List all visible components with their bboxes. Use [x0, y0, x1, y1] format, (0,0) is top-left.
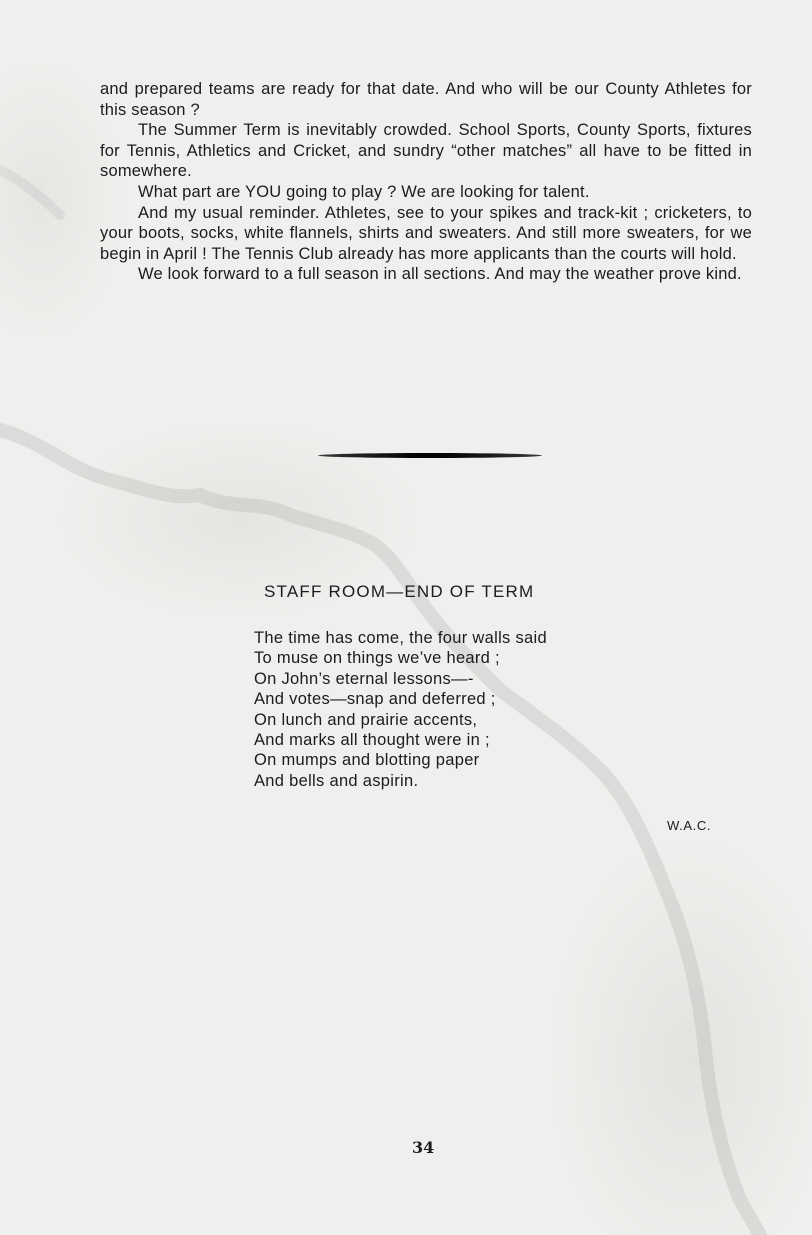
page-number: 34 [412, 1138, 435, 1157]
poem-title: STAFF ROOM—END OF TERM [264, 582, 535, 601]
poem-line: And votes—snap and deferred ; [254, 690, 496, 709]
poem-line: And bells and aspirin. [254, 771, 419, 790]
article-body [100, 79, 752, 285]
section-divider [318, 453, 542, 458]
poem-line: On lunch and prairie accents, [254, 710, 478, 729]
article-paragraph: The Summer Term is inevitably crowded. School Sports, County Sports, fixtures for Tennis, Athletics and Cricket, and sundry “other matches” all have to be fitted in somewhere. [100, 121, 752, 181]
article-paragraph: And my usual reminder. Athletes, see to your spikes and track-kit ; cricketers, to your boots, socks, white flannels, shirts and sweaters. And still more sweaters, for we begin in April ! The Tennis Club already has more applicants than the courts will hold. [100, 203, 752, 263]
poem-line: The time has come, the four walls said [254, 629, 547, 647]
poem-line: On mumps and blotting paper [254, 751, 480, 770]
article-paragraph: We look forward to a full season in all sections. And may the weather prove kind. [138, 265, 742, 284]
poem-line: On John’s eternal lessons—- [254, 669, 474, 688]
poem-line: And marks all thought were in ; [254, 731, 490, 750]
poem-line: To muse on things we’ve heard ; [254, 649, 500, 668]
poem-body [254, 628, 547, 791]
article-paragraph: and prepared teams are ready for that date. And who will be our County Athletes for this season ? [100, 80, 752, 119]
article-paragraph: What part are YOU going to play ? We are looking for talent. [138, 182, 590, 201]
poem-signature: W.A.C. [667, 818, 712, 833]
